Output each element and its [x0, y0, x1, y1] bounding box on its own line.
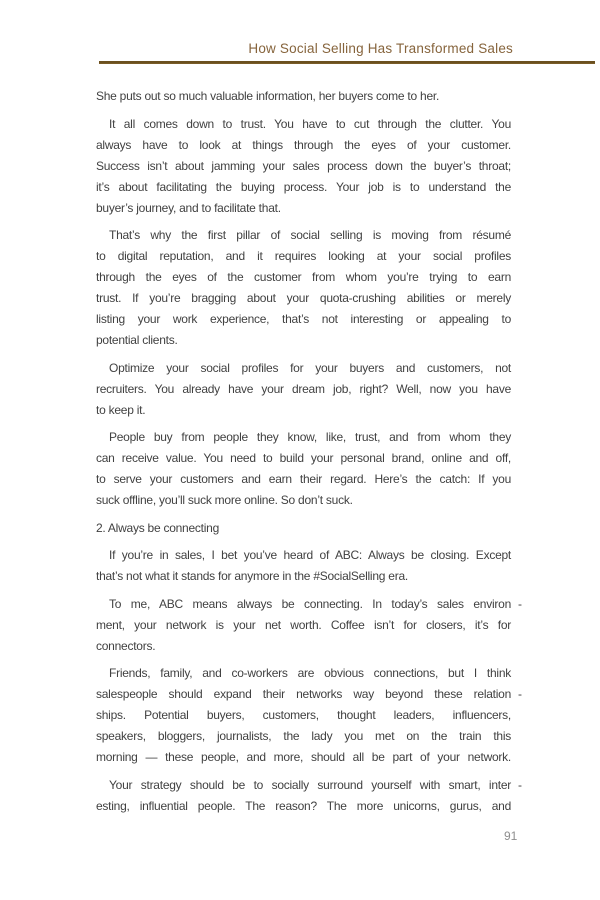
text-line: to serve your customers and earn their regard. Here’s the catch: If you — [96, 472, 511, 486]
running-header: How Social Selling Has Transformed Sales — [248, 41, 513, 56]
text-line: through the eyes of the customer from whom you’re trying to earn — [96, 270, 511, 284]
text-line: morning — these people, and more, should all be part of your network. — [96, 750, 511, 764]
text-line: always have to look at things through the eyes of your customer. — [96, 137, 511, 152]
text-line: to keep it. — [96, 402, 146, 417]
paragraph — [96, 114, 511, 219]
text-line: buyer’s journey, and to facilitate that. — [96, 200, 281, 215]
text-line: People buy from people they know, like, trust, and from whom they — [109, 430, 511, 444]
text-line: it’s about facilitating the buying process. Your job is to understand the — [96, 179, 511, 194]
text-line: Friends, family, and co-workers are obvious connections, but I think — [109, 666, 511, 680]
text-line: to digital reputation, and it requires looking at your social profiles — [96, 249, 511, 263]
text-line: If you’re in sales, I bet you’ve heard of ABC: Always be closing. Except — [109, 548, 511, 562]
paragraph — [96, 545, 511, 587]
text-line: ships. Potential buyers, customers, thought leaders, influencers, — [96, 708, 511, 722]
text-line: esting, influential people. The reason? The more unicorns, gurus, and — [96, 798, 511, 813]
text-line: ment, your network is your net worth. Coffee isn’t for closers, it’s for — [96, 617, 511, 632]
text-line: 2. Always be connecting — [96, 520, 219, 535]
paragraph — [96, 663, 522, 768]
hanging-hyphen: - — [518, 596, 522, 611]
text-line: recruiters. You already have your dream job, right? Well, now you have — [96, 381, 511, 396]
text-line: that’s not what it stands for anymore in the #SocialSelling era. — [96, 569, 408, 583]
text-line: It all comes down to trust. You have to cut through the clutter. You — [109, 116, 511, 131]
text-line: connectors. — [96, 638, 156, 653]
text-line: Your strategy should be to socially surround yourself with smart, inter - — [96, 775, 511, 796]
text-line: potential clients. — [96, 333, 178, 347]
paragraph — [96, 86, 511, 107]
hanging-hyphen: - — [518, 777, 522, 792]
text-line: To me, ABC means always be connecting. In today’s sales environ - — [96, 594, 511, 615]
section-heading — [96, 518, 511, 539]
text-line: can receive value. You need to build your personal brand, online and off, — [96, 451, 511, 465]
text-line: Success isn’t about jamming your sales process down the buyer’s throat; — [96, 158, 511, 173]
page-number: 91 — [504, 829, 518, 843]
paragraph — [96, 775, 522, 817]
text-line: She puts out so much valuable information, her buyers come to her. — [96, 89, 440, 103]
text-line: suck offline, you’ll suck more online. So don’t suck. — [96, 493, 353, 507]
paragraph — [96, 225, 511, 351]
text-column — [96, 86, 522, 817]
text-line: trust. If you’re bragging about your quota-crushing abilities or merely — [96, 291, 511, 305]
text-line: That’s why the first pillar of social selling is moving from résumé — [109, 228, 511, 242]
hanging-hyphen: - — [518, 687, 522, 701]
paragraph — [96, 427, 511, 511]
text-line: speakers, bloggers, journalists, the lady you met on the train this — [96, 729, 511, 743]
paragraph — [96, 594, 522, 657]
text-line: salespeople should expand their networks way beyond these relation - — [96, 684, 511, 705]
header-rule — [99, 61, 595, 64]
paragraph — [96, 358, 511, 421]
text-line: Optimize your social profiles for your buyers and customers, not — [109, 360, 511, 375]
text-line: listing your work experience, that’s not interesting or appealing to — [96, 312, 511, 326]
